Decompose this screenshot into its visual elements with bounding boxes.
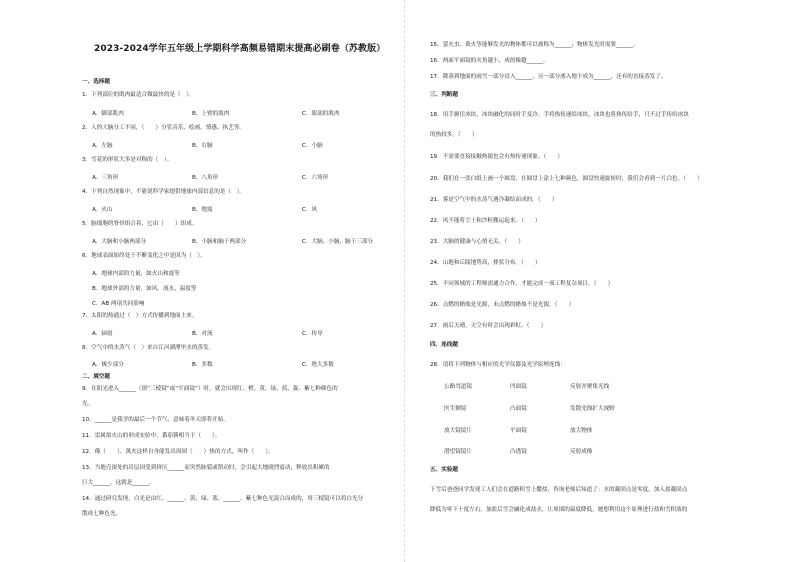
question-29-line-2: 降低为零下十度左右。加盐后雪会融化成盐水，让周围的温度降低。她想利用这个原理进行盐和雪积液的 xyxy=(430,507,688,513)
match-row-2-instrument: 凸面镜 xyxy=(510,406,527,412)
question-29-line-1: 下雪后爸爸同学发现工人们会在道路积雪上撒盐，咨询老师后知道了：水的凝固点是零度，加入盐凝固点 xyxy=(430,487,688,493)
section-judge-heading: 三、判断题 xyxy=(430,92,458,98)
match-row-4-instrument: 凸透镜 xyxy=(510,449,527,455)
question-13-line-1: 13．当地壳深处的岩层因受到挤压______而突然脉裂或错动时，会引起大地剧烈震动，释放出积累的 xyxy=(82,465,330,471)
match-row-3-principle: 放大物体 xyxy=(570,428,593,434)
match-row-1-object: 公路弯道镜 xyxy=(444,384,472,390)
q4-option-b: B．地震 xyxy=(192,207,213,213)
match-row-4-principle: 反射成像 xyxy=(570,449,593,455)
exam-title: 2023-2024学年五年级上学期科学高频易错期末提高必刷卷（苏教版） xyxy=(94,44,386,54)
q2-option-c: C．小脑 xyxy=(302,143,323,149)
section-match-heading: 四、连线题 xyxy=(430,342,458,348)
match-row-3-object: 放大镜镜片 xyxy=(444,428,472,434)
q6-option-c: C．AB 两项共同影响 xyxy=(92,301,145,307)
match-row-1-instrument: 凹面镜 xyxy=(510,384,527,390)
question-27: 27．雨后天晴，天空有时会出现彩虹。（ ） xyxy=(430,323,547,329)
question-15: 15．萤火虫、萬火等能够发光的物体都可以被称为______；物体发光时需要______。 xyxy=(430,42,639,48)
q2-option-a: A．左脑 xyxy=(92,143,113,149)
question-20: 20．我们在一张白纸上画一个圆盘，在圆盘上涂上七种颜色，圆盘快速旋转时，我们会看到一片白色。（ ） xyxy=(430,176,703,182)
question-7: 7．太阳的热通过（ ）方式传播到地面上来。 xyxy=(82,313,198,319)
question-16: 16．两面平面镜的夹角越小，成的像越______。 xyxy=(430,58,549,64)
question-19: 19．不需要直接接触热源也会有热传递现象。（ ） xyxy=(430,154,563,160)
q5-option-a: A．大脑和小脑两部分 xyxy=(92,239,147,245)
q6-option-b: B．地球外部的力量，如风、流水、温度等 xyxy=(92,286,197,292)
question-4: 4．下列自然现象中，不能说科学家提供地球内部信息的是（ ）。 xyxy=(82,189,245,195)
q3-option-c: C．六角形 xyxy=(302,175,329,181)
question-17: 17．降落到地面的雨雪一部分浸入______，另一部分渗入地下成为______，还有的直接蒸发了。 xyxy=(430,74,667,80)
q2-option-b: B．右脑 xyxy=(192,143,213,149)
section-experiment-heading: 五、实验题 xyxy=(430,467,458,473)
q8-option-b: B．多数 xyxy=(192,362,213,368)
match-row-2-principle: 发散光线扩大视野 xyxy=(570,406,615,412)
question-8: 8．空气中的水蒸气（ ）来自江河湖潭里水的蒸发。 xyxy=(82,345,215,351)
match-row-3-instrument: 平面镜 xyxy=(510,428,527,434)
question-21: 21．雾是空气中的水蒸气遇冷凝结而成的。（ ） xyxy=(430,197,558,203)
q3-option-a: A．三角形 xyxy=(92,175,119,181)
match-row-4-object: 潜望镜镜片 xyxy=(444,449,472,455)
question-13-line-2: 巨大______，这就是______。 xyxy=(82,480,155,486)
question-18-line-2: 的热较多。（ ） xyxy=(430,132,478,138)
question-5: 5．脑细胞的脊骨组合着，它由（ ）组成。 xyxy=(82,221,198,227)
question-14-line-1: 14．通过研究发现，白光是由红、______、黄、绿、蓝、______、紫七种色光混合而成的，用三棱镜可以将白光分 xyxy=(82,496,364,502)
question-18-line-1: 18．用手握住冰块，冰块融化的同时手变冷。手将热传递给冰块，冰块也将热传给手，只不过手传给冰块 xyxy=(430,112,689,118)
q4-option-a: A．火山 xyxy=(92,207,113,213)
match-row-2-object: 医生额镜 xyxy=(444,406,467,412)
question-10: 10．______是我学的最后一个节气，意味着冬天即将开始。 xyxy=(82,417,229,423)
match-row-1-principle: 反射并聚集光线 xyxy=(570,384,610,390)
q8-option-a: A．极少部分 xyxy=(92,362,124,368)
q3-option-b: B．八角形 xyxy=(192,175,219,181)
question-25: 25．不同领域的工程师需通力合作，才能完成一项工程复杂项目。（ ） xyxy=(430,281,614,287)
question-9-line-2: 光。 xyxy=(82,401,94,407)
question-14-line-2: 散成七种色光。 xyxy=(82,511,122,517)
section-fill-heading: 二、填空题 xyxy=(82,374,110,380)
section-choice-heading: 一、选择题 xyxy=(82,79,110,85)
question-6: 6．地球表面始终处于不断变化之中是因为（ ）。 xyxy=(82,253,206,259)
question-1: 1．下列部位的肌肉最适合做最快的是（ ）。 xyxy=(82,92,195,98)
question-9-line-1: 9．在阳光进入______（填“三棱镜”或“平面镜”）时，就会出现红、橙、黄、绿、蓝、靛、紫七种颜色的 xyxy=(82,386,338,392)
fold-line xyxy=(404,0,406,562)
question-12: 12．像（ ）、萬火这样自身能发出周围（ ）热的方式，叫作（ ）。 xyxy=(82,449,274,455)
question-2: 2．人的大脑分工不同，（ ）分管音乐、绘画、情感、执艺等。 xyxy=(82,125,245,131)
question-3: 3．雪花的形状大多是对称的（ ）。 xyxy=(82,157,173,163)
question-24: 24．山地和丘陵地势高，排状分布。（ ） xyxy=(430,260,541,266)
q4-option-c: C．风 xyxy=(302,207,318,213)
q5-option-b: B．小脑和脑干两部分 xyxy=(192,239,247,245)
q6-option-a: A．地球内部的力量，如火山和震等 xyxy=(92,271,180,277)
q7-option-b: B．对流 xyxy=(192,331,213,337)
q1-option-a: A．脚部肌肉 xyxy=(92,111,124,117)
question-22: 22．风不能将尘土和沙粒搬运起来。（ ） xyxy=(430,218,541,224)
q1-option-b: B．上臂的肌肉 xyxy=(192,111,230,117)
question-28: 28．请将下列物体与相应的光学仪器及光学原理连线： xyxy=(430,362,566,368)
q7-option-a: A．辐射 xyxy=(92,331,113,337)
question-23: 23．大脑的健康与心情无关。（ ） xyxy=(430,239,524,245)
q5-option-c: C．大脑、小脑、脑干三部分 xyxy=(302,239,374,245)
question-11: 11．雷属拟火山的形成实验中，番茄酱相当于（ ）。 xyxy=(82,433,221,439)
q7-option-c: C．传导 xyxy=(302,331,323,337)
question-26: 26．点燃的蜡烛是光源，未点燃的蜡烛不是光源。（ ） xyxy=(430,302,575,308)
q1-option-c: C．眼部的肌肉 xyxy=(302,111,340,117)
q8-option-c: C．绝大多数 xyxy=(302,362,334,368)
